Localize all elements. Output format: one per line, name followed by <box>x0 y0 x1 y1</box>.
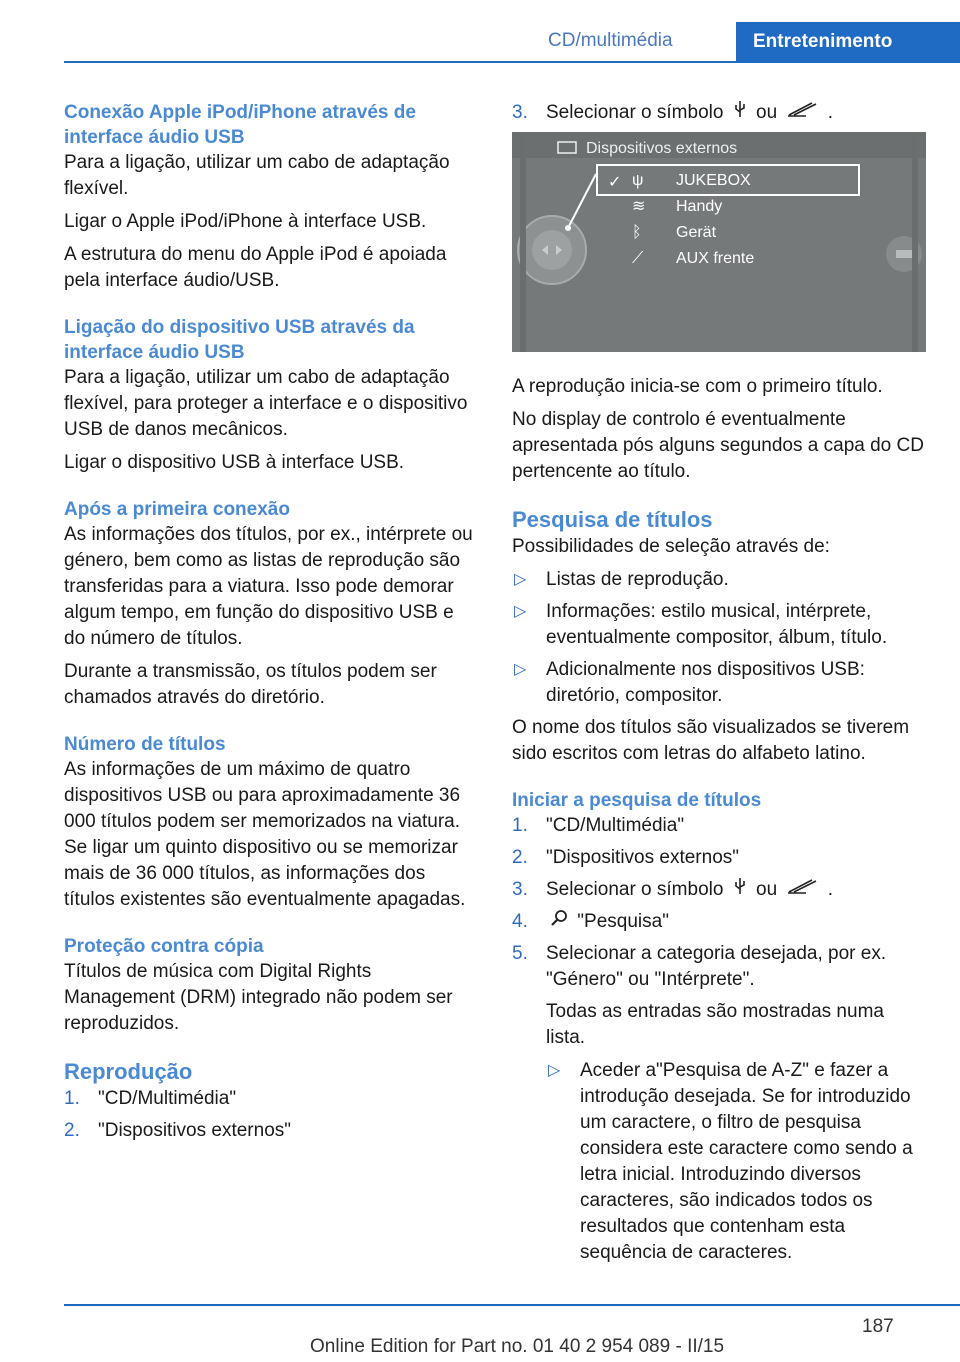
header-rule <box>64 61 960 63</box>
right-column <box>512 100 926 1272</box>
usb-plug-icon <box>733 100 747 126</box>
list-text: "Dispositivos externos" <box>546 847 740 869</box>
list-item <box>64 1086 478 1112</box>
list-number: 5. <box>512 943 528 965</box>
list-text: "CD/Multimédia" <box>98 1088 237 1109</box>
usb-plug-icon <box>733 877 747 903</box>
paragraph: Possibilidades de seleção através de: <box>512 536 830 558</box>
paragraph: Para a ligação, utilizar um cabo de adaptação flexível. <box>64 152 450 199</box>
list-item <box>512 567 926 593</box>
heading-playback: Reprodução <box>64 1059 193 1084</box>
list-item <box>512 657 926 709</box>
header-section: CD/multimédia <box>548 30 673 51</box>
list-text: Selecionar a categoria desejada, por ex. "Género" ou "Intérprete". <box>546 943 887 991</box>
paragraph: A estrutura do menu do Apple iPod é apoiada pela interface áudio/USB. <box>64 244 447 291</box>
list-text: ou <box>756 879 778 901</box>
bullet-triangle-icon: ▷ <box>514 661 527 679</box>
left-column <box>64 100 478 1150</box>
bullet-triangle-icon: ▷ <box>514 571 527 589</box>
list-item <box>512 599 926 651</box>
list-text: . <box>827 102 833 124</box>
list-text: ou <box>756 102 778 124</box>
list-number: 2. <box>64 1120 80 1141</box>
heading-usb: Ligação do dispositivo USB através da interface áudio USB <box>64 317 415 363</box>
list-item <box>512 877 926 903</box>
usb-plug-icon: ψ <box>632 172 644 190</box>
list-number: 1. <box>512 815 528 837</box>
list-item <box>512 909 926 935</box>
list-text: Adicionalmente nos dispositivos USB: diretório, compositor. <box>546 659 865 707</box>
list-text: "CD/Multimédia" <box>546 815 685 837</box>
edition-note: Online Edition for Part no. 01 40 2 954 089 - II/15 <box>310 1336 725 1357</box>
paragraph: Todas as entradas são mostradas numa lista. <box>546 1001 884 1049</box>
heading-copy-protection: Proteção contra cópia <box>64 936 264 957</box>
screen-row: Handy <box>676 198 723 216</box>
paragraph: O nome dos títulos são visualizados se tiverem sido escritos com letras do alfabeto latino. <box>512 717 910 765</box>
list-item <box>546 1058 926 1266</box>
display-screenshot <box>512 132 926 352</box>
list-number: 3. <box>512 102 528 123</box>
header-tab: Entretenimento <box>736 22 960 62</box>
bullet-triangle-icon: ▷ <box>548 1062 561 1080</box>
list-number: 1. <box>64 1088 80 1109</box>
list-text: Selecionar o símbolo <box>546 879 724 901</box>
screen-title: Dispositivos externos <box>586 140 738 158</box>
heading-start-search: Iniciar a pesquisa de títulos <box>512 790 762 812</box>
mobile-device-icon <box>786 877 818 903</box>
list-text: Listas de reprodução. <box>546 569 729 591</box>
paragraph: A reprodução inicia-se com o primeiro título. <box>512 376 883 398</box>
screen-row: Gerät <box>676 224 717 242</box>
paragraph: As informações dos títulos, por ex., intérprete ou género, bem como as listas de reprodução são transferidas para a viatura. Isso pode demorar algum tempo, em função do dispositivo USB e do número de títulos. <box>64 524 473 649</box>
heading-ipod: Conexão Apple iPod/iPhone através de interface áudio USB <box>64 102 416 148</box>
paragraph: Ligar o Apple iPod/iPhone à interface USB. <box>64 211 427 232</box>
heading-first-connection: Após a primeira conexão <box>64 499 290 520</box>
list-text: Aceder a"Pesquisa de A-Z" e fazer a introdução desejada. Se for introduzido um caractere, o filtro de pesquisa considera este caractere como sendo a letra inicial. Introduzindo diversos caracteres, são indicados todos os resultados que contenham esta sequência de caracteres. <box>580 1060 913 1264</box>
paragraph: No display de controlo é eventualmente apresentada pós alguns segundos a capa do CD pertencente ao título. <box>512 409 924 483</box>
page-number: 187 <box>862 1316 894 1337</box>
bluetooth-icon: ᛒ <box>632 224 642 242</box>
list-text: "Pesquisa" <box>577 911 669 933</box>
external-devices-icon <box>556 138 580 164</box>
paragraph: Títulos de música com Digital Rights Management (DRM) integrado não podem ser reproduzidos. <box>64 961 453 1034</box>
aux-plug-icon: ⟋ <box>632 250 644 268</box>
paragraph: As informações de um máximo de quatro dispositivos USB ou para aproximadamente 36 000 títulos podem ser memorizados na viatura. Se ligar um quinto dispositivo ou se memorizar mais de 36 000 títulos, as informações dos títulos existentes são eventualmente apagadas. <box>64 759 466 910</box>
screen-row: AUX frente <box>676 250 755 268</box>
list-number: 4. <box>512 911 528 933</box>
list-item <box>512 813 926 839</box>
list-text: Informações: estilo musical, intérprete, eventualmente compositor, álbum, título. <box>546 601 888 649</box>
list-number: 2. <box>512 847 528 869</box>
bullet-triangle-icon: ▷ <box>514 603 527 621</box>
screen-row: JUKEBOX <box>676 172 751 190</box>
list-item <box>64 1118 478 1144</box>
paragraph: Para a ligação, utilizar um cabo de adaptação flexível, para proteger a interface e o dispositivo USB de danos mecânicos. <box>64 367 468 440</box>
search-icon <box>550 909 568 935</box>
heading-title-search: Pesquisa de títulos <box>512 507 713 533</box>
heading-number-titles: Número de títulos <box>64 734 226 755</box>
page-header <box>0 0 960 62</box>
list-item <box>512 845 926 871</box>
mobile-device-icon <box>786 100 818 126</box>
paragraph: Ligar o dispositivo USB à interface USB. <box>64 452 405 473</box>
paragraph: Durante a transmissão, os títulos podem ser chamados através do diretório. <box>64 661 437 708</box>
checkmark-icon: ✓ <box>608 174 622 192</box>
list-text: "Dispositivos externos" <box>98 1120 292 1141</box>
list-item <box>512 941 926 993</box>
list-text: Selecionar o símbolo <box>546 102 724 124</box>
list-item <box>512 100 926 126</box>
list-number: 3. <box>512 879 528 901</box>
footer-rule <box>64 1304 960 1306</box>
list-text: . <box>827 879 833 901</box>
mobile-device-icon: ≋ <box>632 198 646 216</box>
